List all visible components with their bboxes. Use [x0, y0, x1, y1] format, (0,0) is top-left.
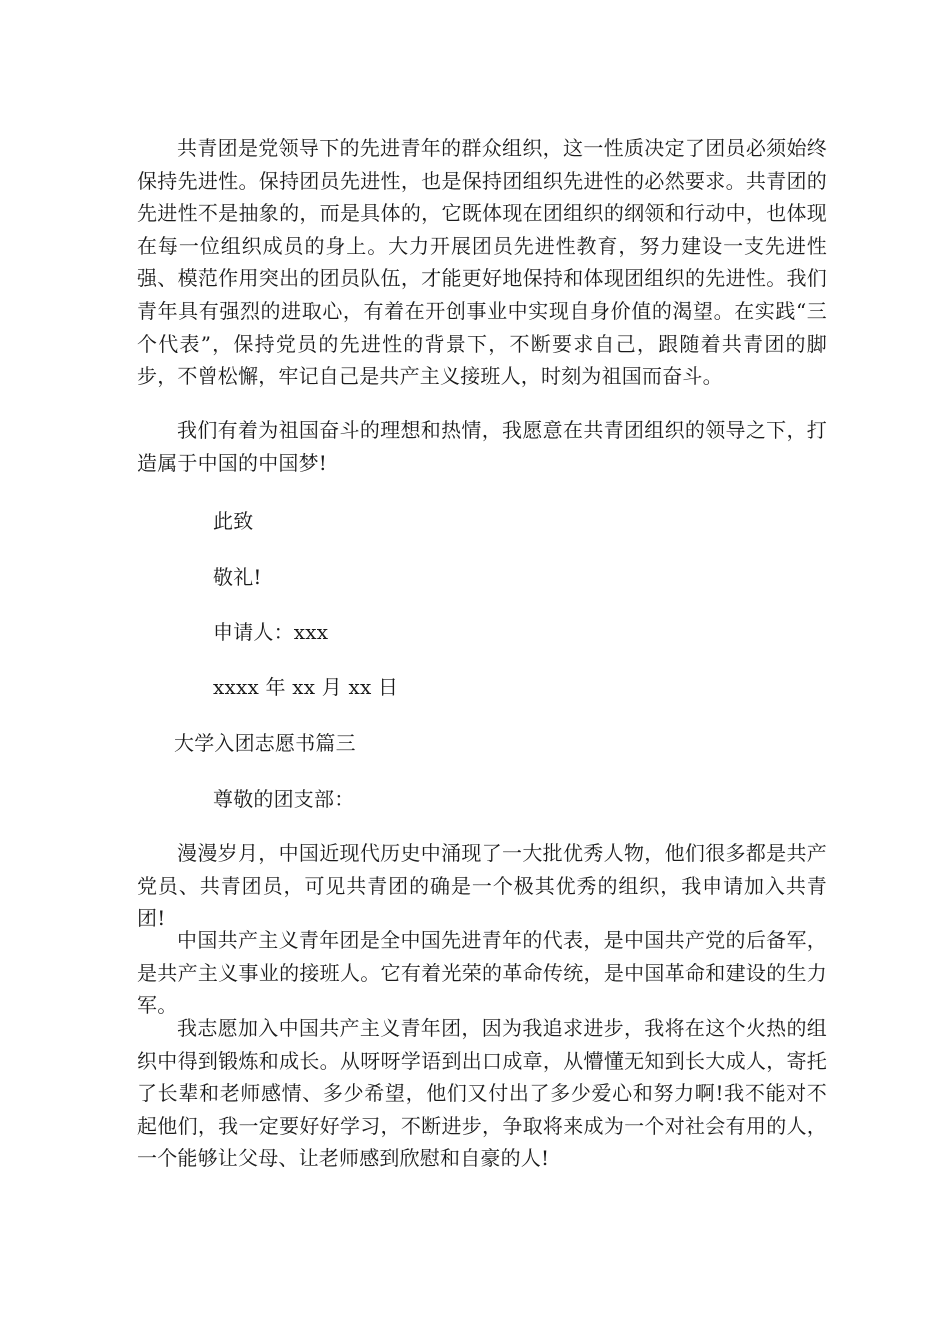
date-line: xxxx 年 xx 月 xx 日: [213, 675, 399, 699]
greeting-line: 尊敬的团支部：: [213, 787, 355, 811]
closing-text: 此致: [213, 509, 254, 533]
paragraph-league-intro: 中国共产主义青年团是全中国先进青年的代表，是中国共产党的后备军，是共产主义事业的接班人。它有着光荣的革命传统，是中国革命和建设的生力军。: [137, 928, 827, 1018]
salute-text: 敬礼!: [213, 565, 262, 589]
paragraph-motivation: 我志愿加入中国共产主义青年团，因为我追求进步，我将在这个火热的组织中得到锻炼和成长。从呀呀学语到出口成章，从懵懂无知到长大成人，寄托了长辈和老师感情、多少希望，他们又付出了多少爱心和努力啊!我不能对不起他们，我一定要好好学习，不断进步，争取将来成为一个对社会有用的人，一个能够让父母、让老师感到欣慰和自豪的人!: [137, 1016, 827, 1171]
paragraph-history: 漫漫岁月，中国近现代历史中涌现了一大批优秀人物，他们很多都是共产党员、共青团员，可见共青团的确是一个极其优秀的组织，我申请加入共青团!: [137, 841, 827, 931]
applicant-line: 申请人：xxx: [213, 620, 329, 644]
paragraph-china-dream: 我们有着为祖国奋斗的理想和热情，我愿意在共青团组织的领导之下，打造属于中国的中国梦!: [137, 418, 827, 475]
paragraph-advanced-nature: 共青团是党领导下的先进青年的群众组织，这一性质决定了团员必须始终保持先进性。保持团员先进性，也是保持团组织先进性的必然要求。共青团的先进性不是抽象的，而是具体的，它既体现在团组织的纲领和行动中，也体现在每一位组织成员的身上。大力开展团员先进性教育，努力建设一支先进性强、模范作用突出的团员队伍，才能更好地保持和体现团组织的先进性。我们青年具有强烈的进取心，有着在开创事业中实现自身价值的渴望。在实践“三个代表”，保持党员的先进性的背景下，不断要求自己，跟随着共青团的脚步，不曾松懈，牢记自己是共产主义接班人，时刻为祖国而奋斗。: [137, 136, 827, 389]
section-title: 大学入团志愿书篇三: [174, 731, 356, 755]
